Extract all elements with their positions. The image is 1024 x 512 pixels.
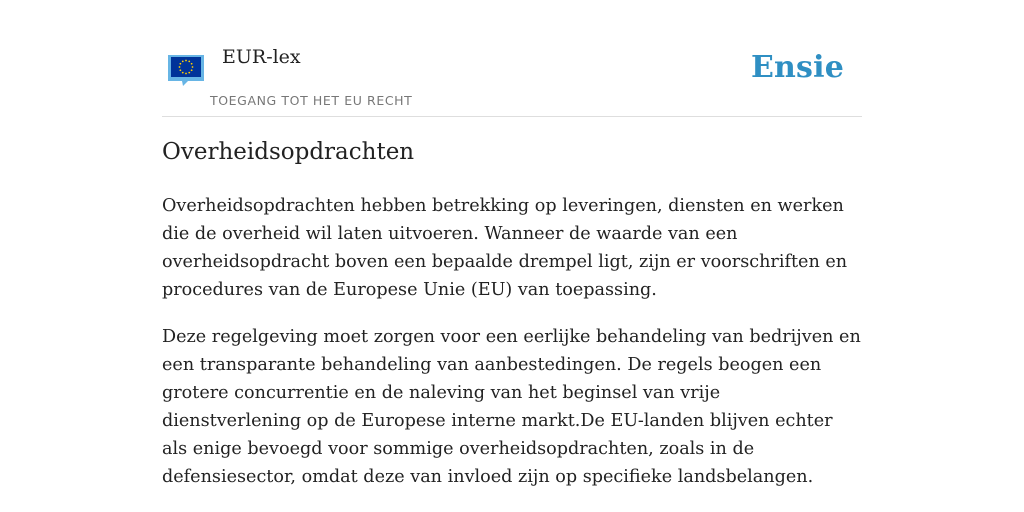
site-subtitle: TOEGANG TOT HET EU RECHT bbox=[210, 93, 413, 108]
eu-star-icon bbox=[191, 69, 193, 71]
eu-star-icon bbox=[188, 72, 190, 74]
eu-star-icon bbox=[191, 63, 193, 65]
eu-star-icon bbox=[185, 60, 187, 62]
eu-star-icon bbox=[192, 66, 194, 68]
article-paragraph: Overheidsopdrachten hebben betrekking op leveringen, diensten en werken die de overheid wil laten uitvoeren. Wanneer de waarde van een overheidsopdracht boven een bepaalde drempel ligt, zijn er voorschriften en procedures van de Europese Unie (EU) van toepassing. bbox=[162, 196, 848, 300]
eu-star-icon bbox=[179, 69, 181, 71]
eu-star-icon bbox=[182, 72, 184, 74]
page-title: Overheidsopdrachten bbox=[162, 139, 415, 165]
eu-star-icon bbox=[185, 73, 187, 75]
eur-lex-logo-icon[interactable] bbox=[168, 55, 204, 89]
article-paragraph: Deze regelgeving moet zorgen voor een eerlijke behandeling van bedrijven en een transparante behandeling van aanbestedingen. De regels beogen een grotere concurrentie en de naleving van het beginsel van vrije dienstverlening op de Europese interne markt.De EU-landen blijven echter als enige bevoegd voor sommige overheidsopdrachten, zoals in de defensiesector, omdat deze van invloed zijn op specifieke landsbelangen. bbox=[162, 327, 861, 487]
site-title[interactable]: EUR-lex bbox=[222, 46, 301, 68]
eu-star-icon bbox=[188, 60, 190, 62]
eu-star-icon bbox=[182, 60, 184, 62]
article-body bbox=[162, 192, 862, 510]
brand-logo[interactable]: Ensie bbox=[750, 50, 844, 85]
eu-star-icon bbox=[179, 66, 181, 68]
page-header bbox=[162, 36, 862, 117]
eu-star-icon bbox=[179, 63, 181, 65]
